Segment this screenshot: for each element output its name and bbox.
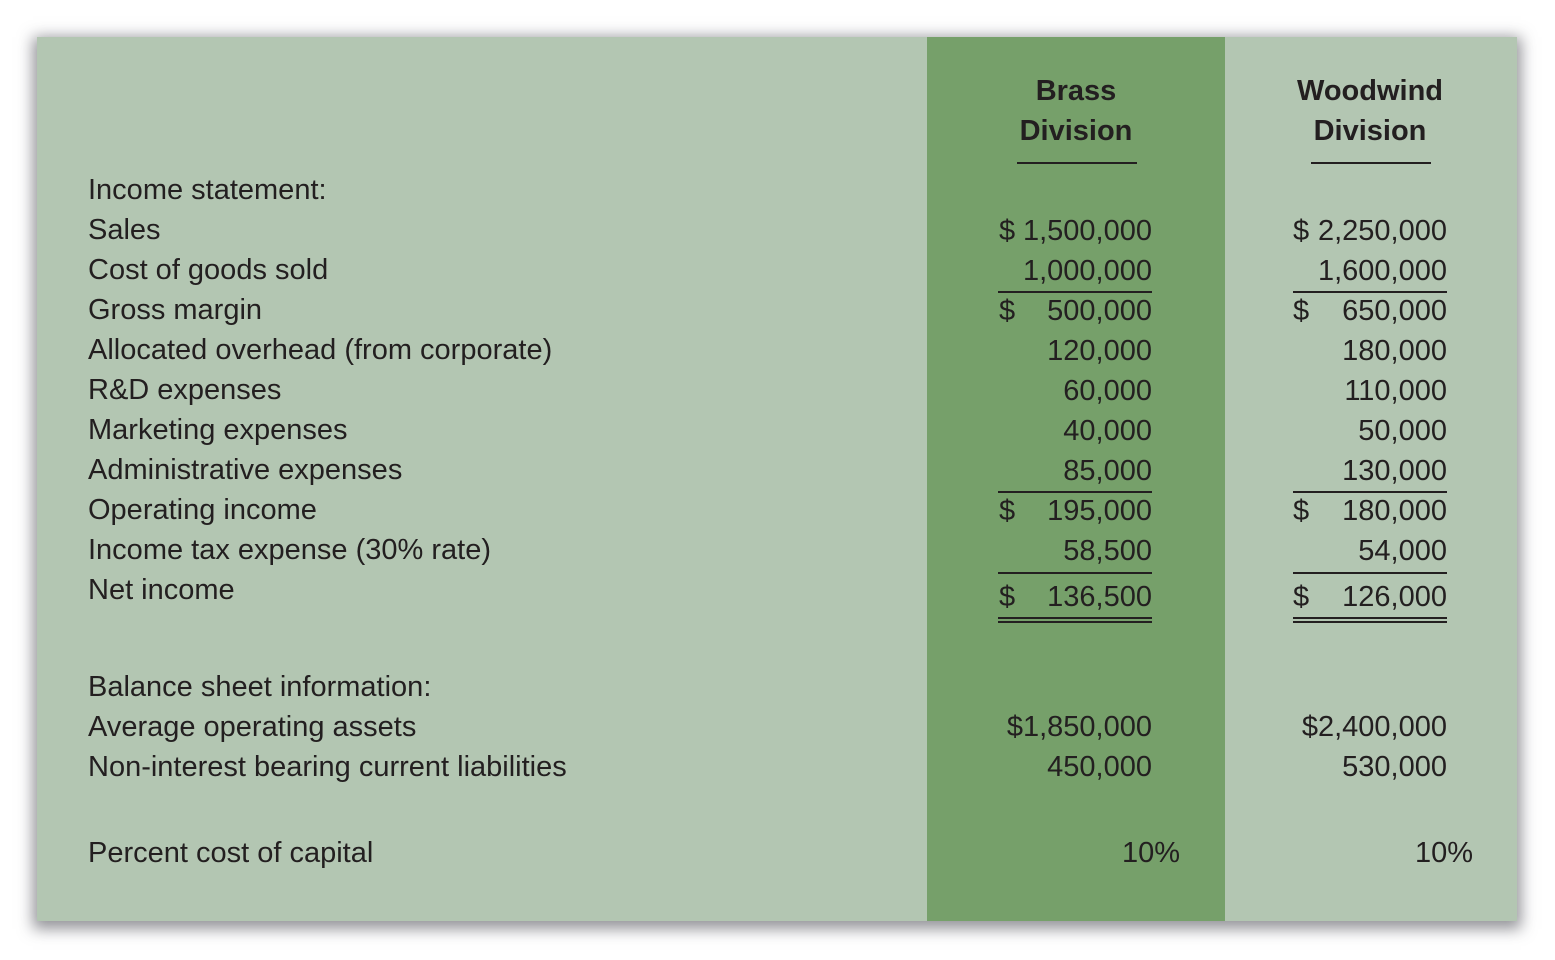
brass-marketing-expenses: 40,000 xyxy=(1063,415,1152,447)
woodwind-operating-income: $ 180,000 xyxy=(1293,495,1447,527)
brass-division-header xyxy=(927,71,1225,151)
woodwind-sales: $ 2,250,000 xyxy=(1293,215,1447,247)
woodwind-administrative-expenses: 130,000 xyxy=(1342,455,1447,487)
row-label-sales: Sales xyxy=(88,214,161,246)
row-label-income-tax: Income tax expense (30% rate) xyxy=(88,534,491,566)
woodwind-header-line2: Division xyxy=(1313,115,1427,147)
brass-allocated-overhead: 120,000 xyxy=(1047,335,1152,367)
woodwind-gross-margin: $ 650,000 xyxy=(1293,295,1447,327)
income-statement-heading: Income statement: xyxy=(88,174,327,206)
woodwind-header-line1: Woodwind xyxy=(1296,75,1444,107)
woodwind-average-operating-assets: $2,400,000 xyxy=(1301,711,1447,743)
row-label-cogs: Cost of goods sold xyxy=(88,254,329,286)
woodwind-division-header xyxy=(1225,71,1515,151)
brass-header-line1: Brass xyxy=(1035,75,1117,107)
woodwind-rd-expenses: 110,000 xyxy=(1344,375,1447,407)
brass-operating-income: $ 195,000 xyxy=(999,495,1152,527)
balance-sheet-heading: Balance sheet information: xyxy=(88,671,432,703)
woodwind-marketing-expenses: 50,000 xyxy=(1358,415,1447,447)
brass-net-income-rule xyxy=(998,572,1152,574)
brass-sales: $ 1,500,000 xyxy=(999,215,1152,247)
brass-cogs: 1,000,000 xyxy=(1022,255,1152,287)
row-label-rd-expenses: R&D expenses xyxy=(88,374,282,406)
row-label-administrative-expenses: Administrative expenses xyxy=(88,454,403,486)
woodwind-allocated-overhead: 180,000 xyxy=(1342,335,1447,367)
row-label-average-operating-assets: Average operating assets xyxy=(88,711,417,743)
brass-administrative-expenses: 85,000 xyxy=(1063,455,1152,487)
brass-rd-expenses: 60,000 xyxy=(1063,375,1152,407)
brass-header-underline xyxy=(1017,162,1137,164)
row-label-marketing-expenses: Marketing expenses xyxy=(88,414,348,446)
row-label-net-income: Net income xyxy=(88,574,235,606)
row-label-gross-margin: Gross margin xyxy=(88,294,263,326)
woodwind-cogs: 1,600,000 xyxy=(1317,255,1447,287)
woodwind-income-tax: 54,000 xyxy=(1358,535,1447,567)
brass-gross-margin: $ 500,000 xyxy=(999,295,1152,327)
woodwind-net-income-double-rule xyxy=(1293,617,1447,623)
brass-non-interest-liabilities: 450,000 xyxy=(1047,751,1152,783)
brass-average-operating-assets: $1,850,000 xyxy=(1006,711,1152,743)
brass-net-income: $ 136,500 xyxy=(999,581,1152,613)
woodwind-header-underline xyxy=(1311,162,1431,164)
brass-cost-of-capital: 10% xyxy=(1121,837,1180,869)
brass-header-line2: Division xyxy=(1019,115,1133,147)
row-label-cost-of-capital: Percent cost of capital xyxy=(88,837,374,869)
financial-table-panel xyxy=(37,37,1517,921)
row-label-non-interest-liabilities: Non-interest bearing current liabilities xyxy=(88,751,567,783)
brass-net-income-double-rule xyxy=(998,617,1152,623)
row-label-operating-income: Operating income xyxy=(88,494,317,526)
row-label-allocated-overhead: Allocated overhead (from corporate) xyxy=(88,334,553,366)
woodwind-net-income: $ 126,000 xyxy=(1293,581,1447,613)
brass-income-tax: 58,500 xyxy=(1063,535,1152,567)
woodwind-non-interest-liabilities: 530,000 xyxy=(1342,751,1447,783)
woodwind-cost-of-capital: 10% xyxy=(1414,837,1473,869)
woodwind-net-income-rule xyxy=(1293,572,1447,574)
